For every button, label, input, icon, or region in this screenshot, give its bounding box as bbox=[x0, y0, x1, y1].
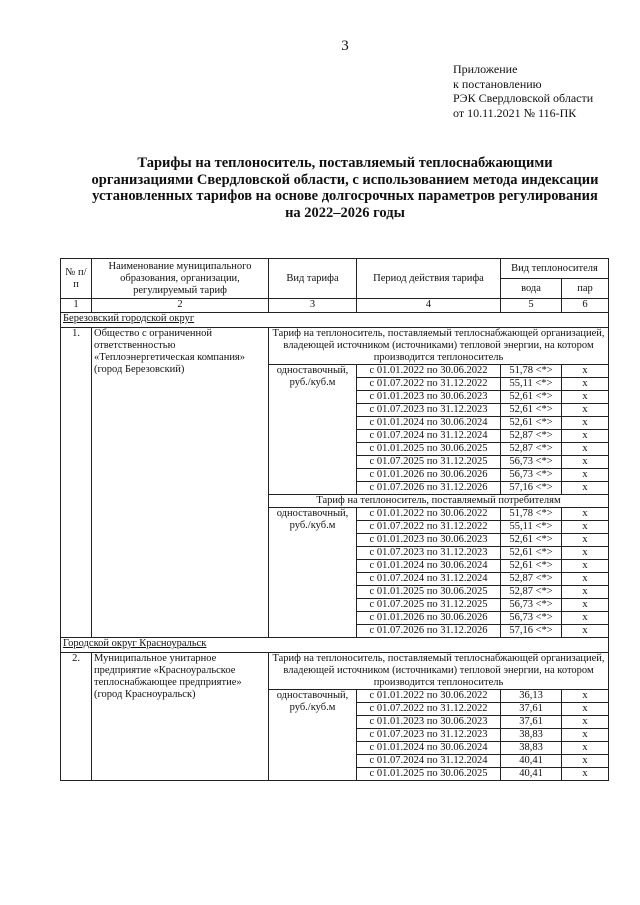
tariff-period: с 01.07.2022 по 31.12.2022 bbox=[357, 378, 501, 391]
tariff-period: с 01.01.2024 по 30.06.2024 bbox=[357, 742, 501, 755]
title-line: на 2022–2026 годы bbox=[285, 204, 405, 221]
steam-value: x bbox=[562, 690, 609, 703]
appendix-line: к постановлению bbox=[453, 76, 542, 91]
entry-number: 2. bbox=[61, 653, 92, 781]
water-value: 56,73 <*> bbox=[501, 469, 562, 482]
water-value: 40,41 bbox=[501, 768, 562, 781]
water-value: 56,73 <*> bbox=[501, 599, 562, 612]
page-number: 3 bbox=[341, 38, 349, 54]
tariff-note: Тариф на теплоноситель, поставляемый потребителям bbox=[269, 495, 609, 508]
column-number: 1 bbox=[61, 299, 92, 313]
entry-number: 1. bbox=[61, 328, 92, 638]
steam-value: x bbox=[562, 755, 609, 768]
tariff-period: с 01.07.2022 по 31.12.2022 bbox=[357, 521, 501, 534]
steam-value: x bbox=[562, 599, 609, 612]
steam-value: x bbox=[562, 742, 609, 755]
water-value: 56,73 <*> bbox=[501, 456, 562, 469]
header-heat-carrier: Вид теплоносителя bbox=[501, 259, 609, 279]
water-value: 37,61 bbox=[501, 703, 562, 716]
tariff-period: с 01.01.2026 по 30.06.2026 bbox=[357, 469, 501, 482]
tariff-note: Тариф на теплоноситель, поставляемый теплоснабжающей организацией, владеющей источником (источниками) тепловой энергии, на котором производится теплоноситель bbox=[269, 328, 609, 365]
water-value: 52,87 <*> bbox=[501, 573, 562, 586]
water-value: 52,61 <*> bbox=[501, 404, 562, 417]
steam-value: x bbox=[562, 508, 609, 521]
water-value: 40,41 bbox=[501, 755, 562, 768]
document-title bbox=[60, 155, 630, 221]
tariff-kind: одноставочный, руб./куб.м bbox=[269, 365, 357, 495]
tariff-period: с 01.01.2025 по 30.06.2025 bbox=[357, 586, 501, 599]
water-value: 52,61 <*> bbox=[501, 417, 562, 430]
table-header bbox=[61, 259, 609, 313]
tariff-period: с 01.01.2023 по 30.06.2023 bbox=[357, 391, 501, 404]
tariff-period: с 01.01.2025 по 30.06.2025 bbox=[357, 443, 501, 456]
steam-value: x bbox=[562, 586, 609, 599]
section-title: Городской округ Красноуральск bbox=[61, 638, 609, 653]
water-value: 52,87 <*> bbox=[501, 586, 562, 599]
tariff-note: Тариф на теплоноситель, поставляемый теплоснабжающей организацией, владеющей источником (источниками) тепловой энергии, на котором производится теплоноситель bbox=[269, 653, 609, 690]
header-num: № п/п bbox=[61, 259, 92, 299]
section-row bbox=[61, 313, 609, 328]
water-value: 57,16 <*> bbox=[501, 482, 562, 495]
tariff-period: с 01.01.2023 по 30.06.2023 bbox=[357, 716, 501, 729]
tariff-period: с 01.01.2024 по 30.06.2024 bbox=[357, 560, 501, 573]
column-number: 5 bbox=[501, 299, 562, 313]
tariff-note-row bbox=[61, 328, 609, 365]
tariff-period: с 01.07.2025 по 31.12.2025 bbox=[357, 456, 501, 469]
tariff-period: с 01.01.2022 по 30.06.2022 bbox=[357, 690, 501, 703]
entry-organization: Муниципальное унитарное предприятие «Красноуральское теплоснабжающее предприятие» (город Красноуральск) bbox=[92, 653, 269, 781]
water-value: 51,78 <*> bbox=[501, 365, 562, 378]
water-value: 57,16 <*> bbox=[501, 625, 562, 638]
steam-value: x bbox=[562, 417, 609, 430]
appendix-line: РЭК Свердловской области bbox=[453, 91, 594, 105]
water-value: 38,83 bbox=[501, 729, 562, 742]
steam-value: x bbox=[562, 521, 609, 534]
water-value: 37,61 bbox=[501, 716, 562, 729]
appendix-line: от 10.11.2021 № 116-ПК bbox=[453, 105, 577, 120]
water-value: 52,61 <*> bbox=[501, 560, 562, 573]
tariff-period: с 01.01.2025 по 30.06.2025 bbox=[357, 768, 501, 781]
steam-value: x bbox=[562, 560, 609, 573]
tariff-period: с 01.01.2024 по 30.06.2024 bbox=[357, 417, 501, 430]
water-value: 52,87 <*> bbox=[501, 443, 562, 456]
tariff-period: с 01.01.2022 по 30.06.2022 bbox=[357, 508, 501, 521]
title-line: Тарифы на теплоноситель, поставляемый теплоснабжающими bbox=[137, 155, 553, 171]
tariff-kind: одноставочный, руб./куб.м bbox=[269, 690, 357, 781]
table-body bbox=[61, 313, 609, 781]
tariff-period: с 01.07.2023 по 31.12.2023 bbox=[357, 729, 501, 742]
steam-value: x bbox=[562, 469, 609, 482]
tariff-period: с 01.07.2026 по 31.12.2026 bbox=[357, 482, 501, 495]
water-value: 52,61 <*> bbox=[501, 547, 562, 560]
water-value: 52,61 <*> bbox=[501, 534, 562, 547]
steam-value: x bbox=[562, 703, 609, 716]
water-value: 56,73 <*> bbox=[501, 612, 562, 625]
tariff-period: с 01.01.2026 по 30.06.2026 bbox=[357, 612, 501, 625]
steam-value: x bbox=[562, 573, 609, 586]
water-value: 51,78 <*> bbox=[501, 508, 562, 521]
steam-value: x bbox=[562, 404, 609, 417]
header-name: Наименование муниципального образования, организации, регулируемый тариф bbox=[92, 259, 269, 299]
steam-value: x bbox=[562, 391, 609, 404]
steam-value: x bbox=[562, 482, 609, 495]
steam-value: x bbox=[562, 716, 609, 729]
steam-value: x bbox=[562, 430, 609, 443]
water-value: 52,61 <*> bbox=[501, 391, 562, 404]
tariff-kind: одноставочный, руб./куб.м bbox=[269, 508, 357, 638]
water-value: 38,83 bbox=[501, 742, 562, 755]
title-line: организациями Свердловской области, с использованием метода индексации bbox=[91, 171, 599, 188]
tariff-period: с 01.07.2023 по 31.12.2023 bbox=[357, 547, 501, 560]
tariff-period: с 01.07.2024 по 31.12.2024 bbox=[357, 430, 501, 443]
header-period: Период действия тарифа bbox=[357, 259, 501, 299]
tariff-period: с 01.07.2024 по 31.12.2024 bbox=[357, 755, 501, 768]
appendix-line: Приложение bbox=[453, 62, 518, 76]
column-number: 4 bbox=[357, 299, 501, 313]
tariff-period: с 01.07.2023 по 31.12.2023 bbox=[357, 404, 501, 417]
header-water: вода bbox=[501, 279, 562, 299]
steam-value: x bbox=[562, 612, 609, 625]
water-value: 36,13 bbox=[501, 690, 562, 703]
tariff-period: с 01.07.2022 по 31.12.2022 bbox=[357, 703, 501, 716]
steam-value: x bbox=[562, 547, 609, 560]
water-value: 55,11 <*> bbox=[501, 521, 562, 534]
column-number: 6 bbox=[562, 299, 609, 313]
steam-value: x bbox=[562, 378, 609, 391]
column-number-row bbox=[61, 299, 609, 313]
tariff-period: с 01.07.2025 по 31.12.2025 bbox=[357, 599, 501, 612]
entry-organization: Общество с ограниченной ответственностью «Теплоэнергетическая компания» (город Березовский) bbox=[92, 328, 269, 638]
section-title: Березовский городской округ bbox=[61, 313, 609, 328]
steam-value: x bbox=[562, 443, 609, 456]
steam-value: x bbox=[562, 534, 609, 547]
tariff-period: с 01.01.2022 по 30.06.2022 bbox=[357, 365, 501, 378]
tariff-period: с 01.07.2024 по 31.12.2024 bbox=[357, 573, 501, 586]
column-number: 2 bbox=[92, 299, 269, 313]
water-value: 55,11 <*> bbox=[501, 378, 562, 391]
tariff-period: с 01.01.2023 по 30.06.2023 bbox=[357, 534, 501, 547]
section-row bbox=[61, 638, 609, 653]
steam-value: x bbox=[562, 729, 609, 742]
title-line: установленных тарифов на основе долгосрочных параметров регулирования bbox=[92, 188, 598, 204]
water-value: 52,87 <*> bbox=[501, 430, 562, 443]
steam-value: x bbox=[562, 625, 609, 638]
appendix-note bbox=[453, 62, 593, 120]
tariff-table bbox=[60, 258, 609, 781]
steam-value: x bbox=[562, 365, 609, 378]
steam-value: x bbox=[562, 456, 609, 469]
tariff-period: с 01.07.2026 по 31.12.2026 bbox=[357, 625, 501, 638]
column-number: 3 bbox=[269, 299, 357, 313]
tariff-note-row bbox=[61, 653, 609, 690]
header-kind: Вид тарифа bbox=[269, 259, 357, 299]
header-steam: пар bbox=[562, 279, 609, 299]
steam-value: x bbox=[562, 768, 609, 781]
